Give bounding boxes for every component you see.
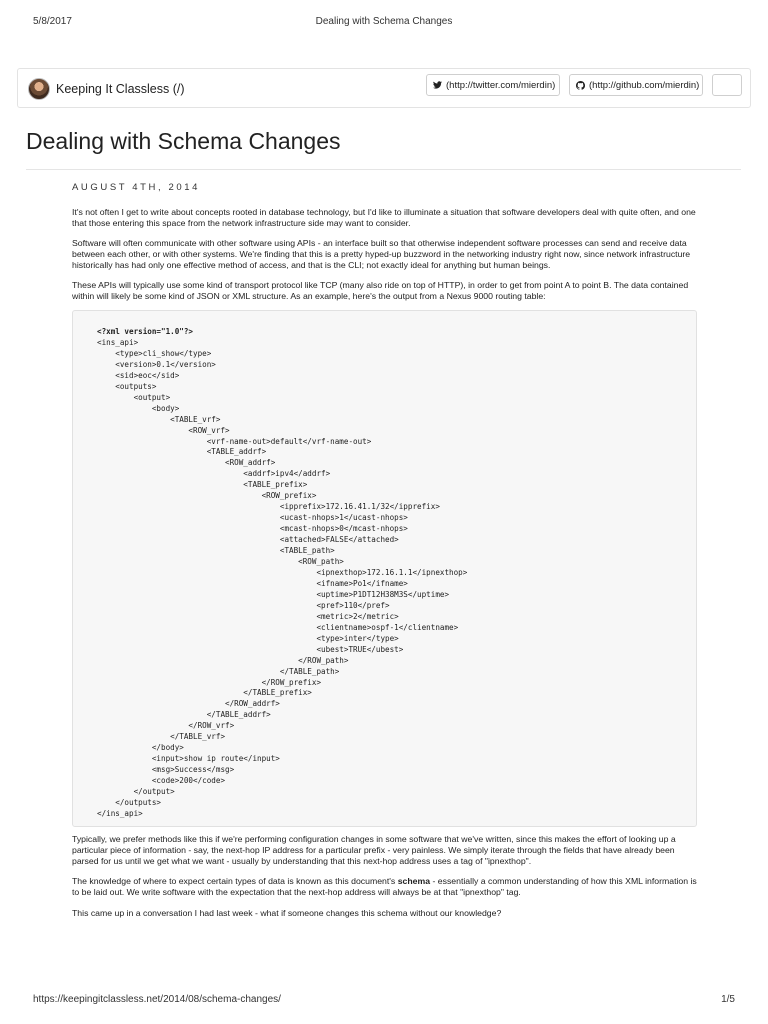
api-paragraph: Software will often communicate with other software using APIs - an interface built so that otherwise independent software processes can send and receive data between each other, or with other systems. We're finding that this is a pretty hyped-up buzzword in the networking industry right now, since network infrastructure historically has had only one effective method of access, and that is the CLI; not exactly ideal for anything but human beings. xyxy=(72,238,691,270)
code-line: <ROW_path> xyxy=(97,557,344,567)
code-line: <mcast-nhops>0</mcast-nhops> xyxy=(97,524,408,534)
code-line: <ROW_prefix> xyxy=(97,491,317,501)
code-line: </body> xyxy=(97,743,184,753)
code-line: <version>0.1</version> xyxy=(97,359,216,369)
code-line: <addrf>ipv4</addrf> xyxy=(97,469,331,479)
code-line: </ROW_addrf> xyxy=(97,699,280,709)
page-number: 1/5 xyxy=(721,994,735,1005)
schema-text-before: The knowledge of where to expect certain types of data is known as this document's xyxy=(72,876,398,886)
code-line: <TABLE_vrf> xyxy=(97,414,221,424)
code-line: <ins_api> xyxy=(97,337,139,347)
code-line: <attached>FALSE</attached> xyxy=(97,535,399,545)
schema-paragraph xyxy=(72,876,702,898)
code-line: <TABLE_prefix> xyxy=(97,480,308,490)
code-line: <ROW_vrf> xyxy=(97,425,230,435)
code-line: </outputs> xyxy=(97,797,162,807)
schema-text-after: - essentially a common understanding of how this XML information is to be laid out. We write software with the expectation that the next-hop address will always be at that "ipnexthop" tag. xyxy=(72,876,697,897)
code-line: <input>show ip route</input> xyxy=(97,754,280,764)
code-line: <vrf-name-out>default</vrf-name-out> xyxy=(97,436,372,446)
avatar xyxy=(28,78,50,100)
code-line: <type>inter</type> xyxy=(97,633,399,643)
code-line: <body> xyxy=(97,403,180,413)
code-line: </TABLE_path> xyxy=(97,666,340,676)
print-title: Dealing with Schema Changes xyxy=(315,16,453,27)
print-header xyxy=(33,16,735,30)
code-line: <type>cli_show</type> xyxy=(97,348,212,358)
print-url: https://keepingitclassless.net/2014/08/schema-changes/ xyxy=(33,994,281,1005)
code-line: <uptime>P1DT12H38M3S</uptime> xyxy=(97,589,450,599)
print-date: 5/8/2017 xyxy=(33,16,72,27)
menu-toggle-button[interactable] xyxy=(712,74,742,96)
code-line: </ROW_path> xyxy=(97,655,349,665)
page-title: Dealing with Schema Changes xyxy=(26,128,341,154)
intro-paragraph: It's not often I get to write about concepts rooted in database technology, but I'd like to illuminate a situation that software developers deal with quite often, and one that those entering this space from the network infrastructure side may want to consider. xyxy=(72,207,696,228)
code-line: <metric>2</metric> xyxy=(97,611,399,621)
print-footer xyxy=(33,994,735,1008)
code-line: <TABLE_path> xyxy=(97,546,335,556)
code-line: <ipprefix>172.16.41.1/32</ipprefix> xyxy=(97,502,440,512)
code-line: <msg>Success</msg> xyxy=(97,765,235,775)
code-line: <ubest>TRUE</ubest> xyxy=(97,644,404,654)
code-line: <ipnexthop>172.16.1.1</ipnexthop> xyxy=(97,567,468,577)
site-brand-text: Keeping It Classless (/) xyxy=(56,82,185,96)
code-line: </TABLE_vrf> xyxy=(97,732,226,742)
code-line: <ucast-nhops>1</ucast-nhops> xyxy=(97,513,408,523)
code-line: </output> xyxy=(97,787,175,797)
code-line: </TABLE_prefix> xyxy=(97,688,312,698)
code-block xyxy=(72,310,697,827)
code-line: <outputs> xyxy=(97,381,157,391)
code-line: <clientname>ospf-1</clientname> xyxy=(97,622,459,632)
github-link-button[interactable] xyxy=(569,74,703,96)
schema-term: schema xyxy=(397,876,431,886)
code-line: <TABLE_addrf> xyxy=(97,447,267,457)
twitter-icon xyxy=(433,81,442,89)
code-line: </ins_api> xyxy=(97,808,143,818)
transport-paragraph: These APIs will typically use some kind of transport protocol like TCP (many also ride on top of HTTP), in order to get from point A to point B. The data contained within will likely be some kind of JSON or XML structure. As an example, here's the output from a Nexus 9000 routing table: xyxy=(72,280,689,301)
twitter-link-button[interactable] xyxy=(426,74,560,96)
after-code-paragraph: Typically, we prefer methods like this if we're performing configuration changes in some software that we've written, since this makes the effort of looking up a particular piece of information - say, the next-hop IP address for a particular prefix - very painless. We simply iterate through the fields that have already been parsed for us until we get what we want - usually by understanding that this next-hop address uses a tag of "ipnexthop". xyxy=(72,834,676,866)
code-line: <code>200</code> xyxy=(97,776,226,786)
code-line: </ROW_prefix> xyxy=(97,677,322,687)
site-brand-link[interactable] xyxy=(28,77,185,101)
github-link-label: (http://github.com/mierdin) xyxy=(589,79,700,91)
twitter-link-label: (http://twitter.com/mierdin) xyxy=(446,79,556,91)
code-line: <ROW_addrf> xyxy=(97,458,276,468)
code-line: </TABLE_addrf> xyxy=(97,710,271,720)
code-line: <output> xyxy=(97,392,171,402)
post-date: AUGUST 4TH, 2014 xyxy=(72,182,201,193)
site-navbar xyxy=(17,68,751,108)
code-line: <sid>eoc</sid> xyxy=(97,370,180,380)
code-line: <?xml version="1.0"?> xyxy=(97,327,194,336)
code-line: <ifname>Po1</ifname> xyxy=(97,578,408,588)
github-icon xyxy=(576,81,585,90)
xml-code xyxy=(97,327,467,820)
code-line: </ROW_vrf> xyxy=(97,721,235,731)
code-line: <pref>110</pref> xyxy=(97,600,390,610)
title-divider xyxy=(26,169,741,170)
closing-paragraph: This came up in a conversation I had last week - what if someone changes this schema without our knowledge? xyxy=(72,908,502,918)
